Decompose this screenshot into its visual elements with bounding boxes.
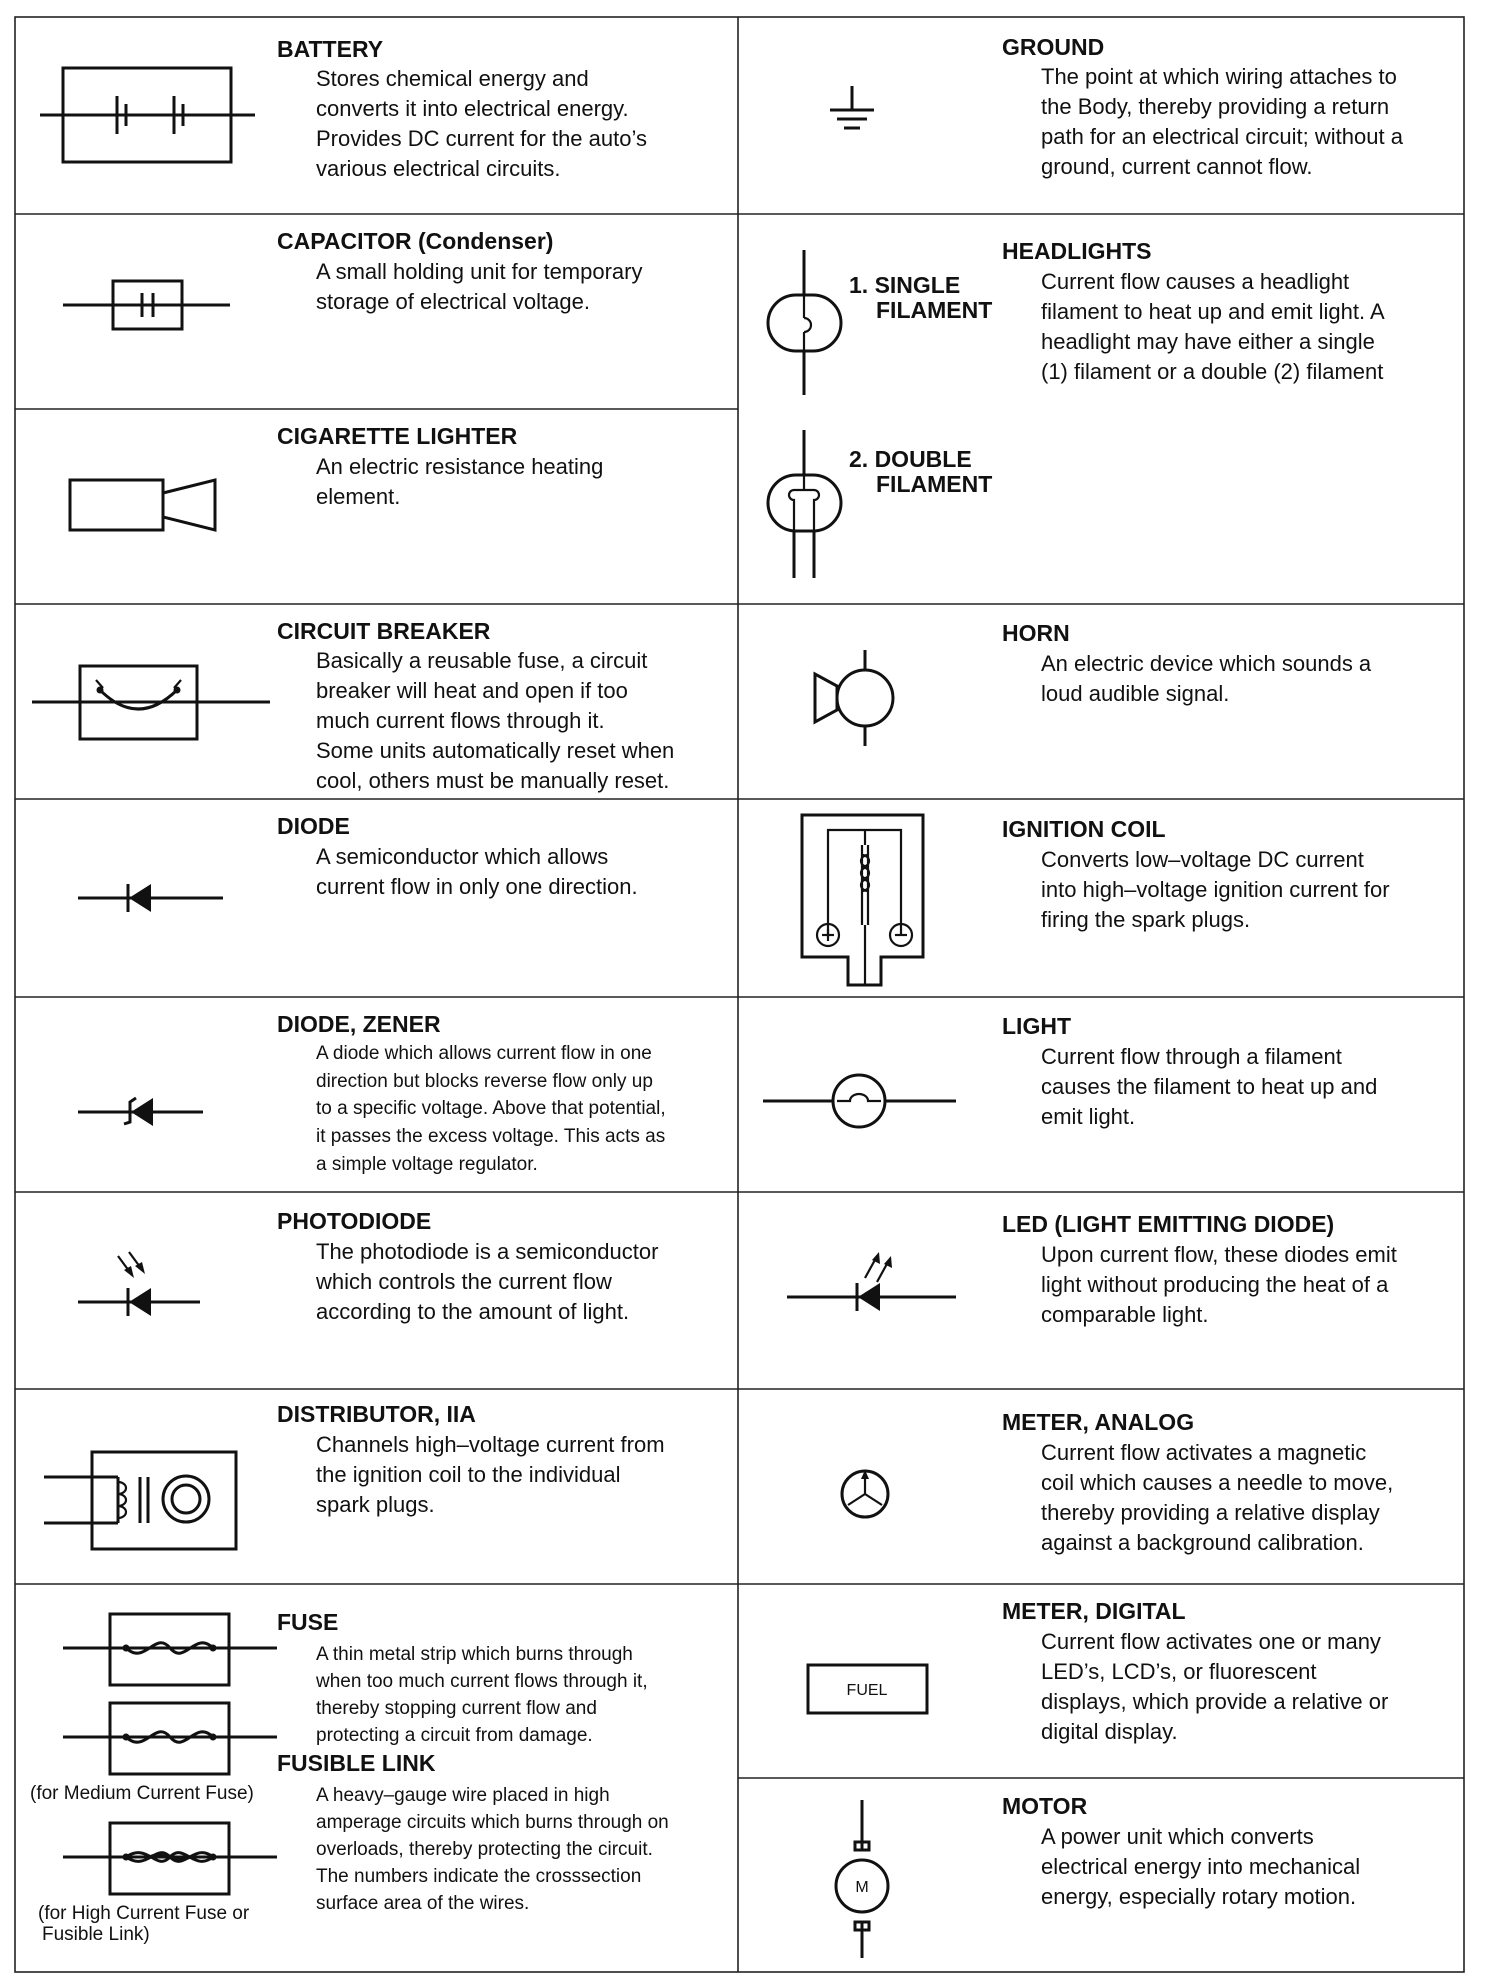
entry-desc-line: breaker will heat and open if too <box>316 678 628 703</box>
circuit-breaker-symbol <box>32 666 270 739</box>
ground-entry <box>830 34 1404 179</box>
entry-desc-line: digital display. <box>1041 1719 1178 1744</box>
double-filament-headlight-symbol <box>768 430 841 578</box>
fuse-caption: (for High Current Fuse or <box>38 1903 250 1924</box>
headlight-label: FILAMENT <box>876 297 993 323</box>
entry-title: METER, ANALOG <box>1002 1409 1195 1435</box>
entry-desc-line: various electrical circuits. <box>316 156 561 181</box>
entry-desc-line: against a background calibration. <box>1041 1530 1364 1555</box>
entry-title: CAPACITOR (Condenser) <box>277 228 554 254</box>
battery-symbol <box>40 68 255 162</box>
entry-desc-line: Stores chemical energy and <box>316 66 589 91</box>
light-entry <box>763 1013 1377 1129</box>
entry-desc-line: the ignition coil to the individual <box>316 1462 621 1487</box>
capacitor-entry <box>63 228 643 329</box>
entry-desc-line: energy, especially rotary motion. <box>1041 1884 1357 1909</box>
entry-desc-line: displays, which provide a relative or <box>1041 1689 1389 1714</box>
entry-desc-line: An electric device which sounds a <box>1041 651 1372 676</box>
entry-desc-line: direction but blocks reverse flow only up <box>316 1071 653 1092</box>
fuse-entry <box>30 1609 669 1945</box>
entry-desc-line: Channels high–voltage current from <box>316 1432 665 1457</box>
meter-digital-entry <box>808 1598 1388 1744</box>
entry-title: CIRCUIT BREAKER <box>277 618 491 644</box>
entry-desc-line: light without producing the heat of a <box>1041 1272 1389 1297</box>
entry-desc-line: Current flow causes a headlight <box>1041 269 1350 294</box>
meter-analog-entry <box>842 1409 1393 1555</box>
entry-desc-line: headlight may have either a single <box>1041 329 1375 354</box>
entry-desc-line: Some units automatically reset when <box>316 738 675 763</box>
entry-desc-line: causes the filament to heat up and <box>1041 1074 1378 1099</box>
ignition-coil-entry <box>802 815 1390 985</box>
entry-desc-line: A power unit which converts <box>1041 1824 1314 1849</box>
entry-title: LED (LIGHT EMITTING DIODE) <box>1002 1211 1335 1237</box>
entry-desc-line: current flow in only one direction. <box>316 874 638 899</box>
headlight-label: 2. DOUBLE <box>849 446 972 472</box>
entry-title: DIODE, ZENER <box>277 1011 441 1037</box>
fuse-caption: (for Medium Current Fuse) <box>30 1783 254 1804</box>
entry-title: PHOTODIODE <box>277 1208 432 1234</box>
headlight-label: FILAMENT <box>876 471 993 497</box>
entry-desc-line: emit light. <box>1041 1104 1136 1129</box>
entry-desc-line: A diode which allows current flow in one <box>316 1043 652 1064</box>
entry-desc-line: much current flows through it. <box>316 708 605 733</box>
analog-meter-symbol <box>842 1470 888 1517</box>
entry-desc-line: A semiconductor which allows <box>316 844 609 869</box>
light-bulb-symbol <box>763 1075 956 1127</box>
headlights-entry <box>768 238 1385 578</box>
entry-desc-line: when too much current flows through it, <box>316 1671 648 1692</box>
entry-title: DISTRIBUTOR, IIA <box>277 1401 476 1427</box>
digital-meter-symbol <box>808 1665 927 1713</box>
medium-current-fuse-symbol <box>63 1703 277 1774</box>
entry-desc-line: storage of electrical voltage. <box>316 289 590 314</box>
entry-desc-line: the Body, thereby providing a return <box>1041 94 1390 119</box>
entry-desc-line: firing the spark plugs. <box>1041 907 1251 932</box>
entry-title: MOTOR <box>1002 1793 1088 1819</box>
battery-entry <box>40 36 647 181</box>
entry-title: HEADLIGHTS <box>1002 238 1152 264</box>
entry-title: CIGARETTE LIGHTER <box>277 423 518 449</box>
photodiode-symbol <box>78 1252 200 1316</box>
entry-title: HORN <box>1002 620 1070 646</box>
entry-desc-line: surface area of the wires. <box>316 1893 530 1914</box>
entry-title: FUSE <box>277 1609 339 1635</box>
digital-meter-display-label: FUEL <box>846 1682 888 1699</box>
entry-desc-line: electrical energy into mechanical <box>1041 1854 1361 1879</box>
entry-title: BATTERY <box>277 36 384 62</box>
entry-desc-line: loud audible signal. <box>1041 681 1230 706</box>
entry-desc-line: to a specific voltage. Above that potential, <box>316 1098 666 1119</box>
entry-desc-line: protecting a circuit from damage. <box>316 1725 593 1746</box>
entry-title: FUSIBLE LINK <box>277 1750 436 1776</box>
entry-title: METER, DIGITAL <box>1002 1598 1186 1624</box>
entry-title: LIGHT <box>1002 1013 1071 1039</box>
motor-entry <box>836 1793 1360 1958</box>
entry-desc-line: which controls the current flow <box>316 1269 612 1294</box>
entry-desc-line: comparable light. <box>1041 1302 1209 1327</box>
distributor-entry <box>44 1401 665 1549</box>
entry-desc-line: overloads, thereby protecting the circuit. <box>316 1839 653 1860</box>
motor-symbol-label: M <box>855 1879 869 1896</box>
entry-desc-line: it passes the excess voltage. This acts as <box>316 1126 666 1147</box>
fuse-symbol <box>63 1614 277 1685</box>
horn-entry <box>815 620 1372 746</box>
entry-desc-line: cool, others must be manually reset. <box>316 768 670 793</box>
entry-desc-line: Current flow through a filament <box>1041 1044 1342 1069</box>
entry-desc-line: thereby providing a relative display <box>1041 1500 1380 1525</box>
entry-desc-line: A thin metal strip which burns through <box>316 1644 633 1665</box>
horn-symbol <box>815 650 893 746</box>
entry-title: GROUND <box>1002 34 1105 60</box>
entry-desc-line: a simple voltage regulator. <box>316 1154 538 1175</box>
entry-desc-line: (1) filament or a double (2) filament <box>1041 359 1384 384</box>
distributor-symbol <box>44 1452 236 1549</box>
cigarette-lighter-entry <box>70 423 603 530</box>
entry-desc-line: filament to heat up and emit light. A <box>1041 299 1385 324</box>
entry-title: IGNITION COIL <box>1002 816 1166 842</box>
entry-desc-line: amperage circuits which burns through on <box>316 1812 669 1833</box>
ignition-coil-symbol <box>802 815 923 985</box>
entry-desc-line: Provides DC current for the auto’s <box>316 126 647 151</box>
entry-desc-line: LED’s, LCD’s, or fluorescent <box>1041 1659 1317 1684</box>
photodiode-entry <box>78 1208 658 1324</box>
entry-desc-line: according to the amount of light. <box>316 1299 630 1324</box>
entry-desc-line: ground, current cannot flow. <box>1041 154 1313 179</box>
entry-desc-line: A heavy–gauge wire placed in high <box>316 1785 610 1806</box>
entry-desc-line: coil which causes a needle to move, <box>1041 1470 1394 1495</box>
single-filament-headlight-symbol <box>768 250 841 395</box>
diode-zener-entry <box>78 1011 666 1175</box>
high-current-fuse-symbol <box>63 1823 277 1894</box>
led-symbol <box>787 1252 956 1311</box>
entry-desc-line: converts it into electrical energy. <box>316 96 629 121</box>
entry-desc-line: Basically a reusable fuse, a circuit <box>316 648 648 673</box>
entry-desc-line: The photodiode is a semiconductor <box>316 1239 659 1264</box>
entry-desc-line: An electric resistance heating <box>316 454 604 479</box>
entry-desc-line: Converts low–voltage DC current <box>1041 847 1364 872</box>
diode-symbol <box>78 884 223 912</box>
entry-desc-line: Current flow activates one or many <box>1041 1629 1381 1654</box>
ground-symbol <box>830 86 874 128</box>
entry-desc-line: thereby stopping current flow and <box>316 1698 597 1719</box>
fuse-caption: Fusible Link) <box>42 1924 150 1945</box>
entry-desc-line: The point at which wiring attaches to <box>1041 64 1397 89</box>
zener-diode-symbol <box>78 1098 203 1126</box>
capacitor-symbol <box>63 281 230 329</box>
motor-symbol <box>836 1800 888 1958</box>
entry-desc-line: A small holding unit for temporary <box>316 259 643 284</box>
entry-desc-line: The numbers indicate the crosssection <box>316 1866 642 1887</box>
entry-desc-line: element. <box>316 484 401 509</box>
entry-desc-line: Current flow activates a magnetic <box>1041 1440 1367 1465</box>
cigarette-lighter-symbol <box>70 480 215 530</box>
entry-desc-line: Upon current flow, these diodes emit <box>1041 1242 1397 1267</box>
headlight-label: 1. SINGLE <box>849 272 961 298</box>
circuit-breaker-entry <box>32 618 674 793</box>
entry-desc-line: into high–voltage ignition current for <box>1041 877 1390 902</box>
diode-entry <box>78 813 638 912</box>
entry-title: DIODE <box>277 813 350 839</box>
led-entry <box>787 1211 1397 1327</box>
entry-desc-line: path for an electrical circuit; without a <box>1041 124 1403 149</box>
entry-desc-line: spark plugs. <box>316 1492 435 1517</box>
